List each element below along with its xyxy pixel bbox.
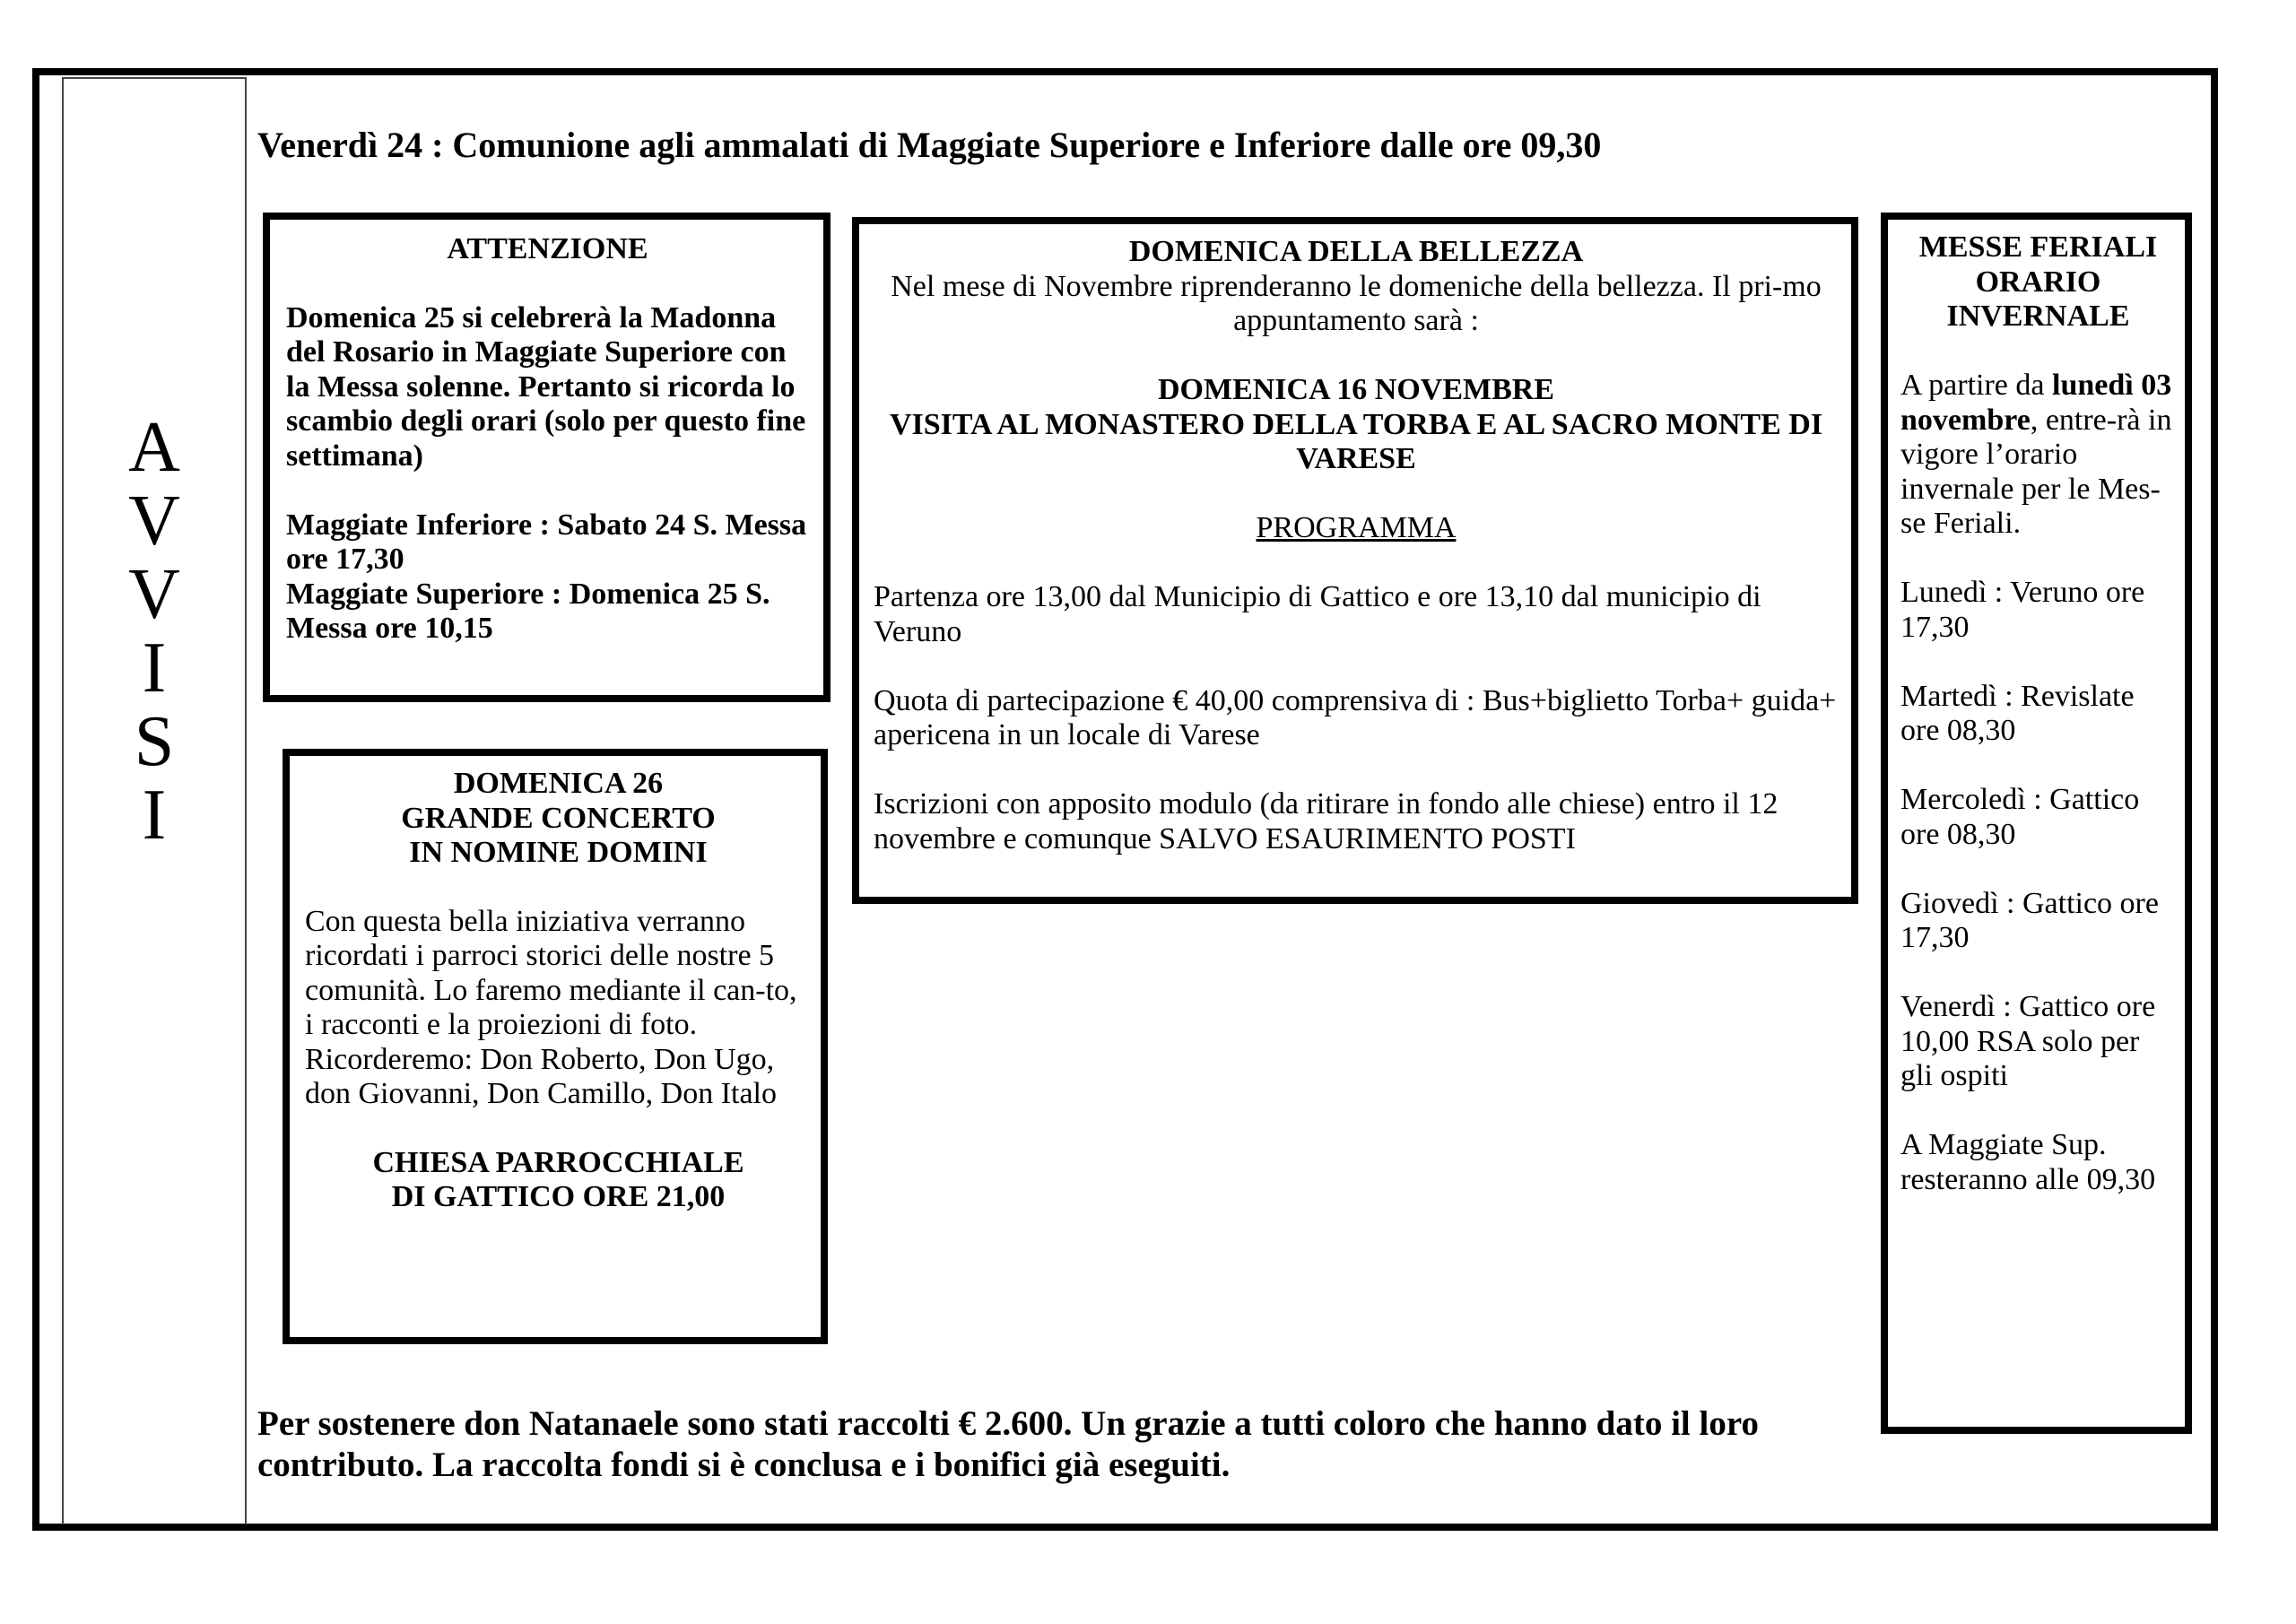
- concerto-title: [305, 767, 812, 871]
- avvisi-letter: I: [142, 776, 167, 855]
- messe-day-tuesday: Martedì : Revislate ore 08,30: [1900, 679, 2135, 747]
- concerto-place-line: DI GATTICO ORE 21,00: [391, 1180, 726, 1213]
- avvisi-letter: A: [128, 408, 180, 487]
- bellezza-box: [852, 217, 1858, 904]
- messe-title-line: ORARIO: [1975, 265, 2101, 299]
- avvisi-letter: S: [134, 702, 175, 781]
- messe-intro-date: lunedì 03 novembre: [1900, 369, 2172, 437]
- concerto-title-line: IN NOMINE DOMINI: [409, 836, 708, 869]
- messe-day-monday: Lunedì : Veruno ore 17,30: [1900, 576, 2145, 644]
- concerto-title-line: GRANDE CONCERTO: [401, 801, 716, 835]
- concerto-title-line: DOMENICA 26: [453, 767, 664, 800]
- concerto-body: Con questa bella iniziativa verranno ricordati i parroci storici delle nostre 5 comunità. Lo faremo mediante il can-to, i racconti e la proiezioni di foto. Ricorderemo: Don Roberto, Don Ugo, don Giovanni, Don Camillo, Don Italo: [305, 904, 797, 1110]
- footer-notice: Per sostenere don Natanaele sono stati raccolti € 2.600. Un grazie a tutti coloro che hanno dato il loro contributo. La raccolta fondi si è conclusa e i bonifici già eseguiti.: [257, 1404, 1759, 1484]
- bellezza-detail-departure: Partenza ore 13,00 dal Municipio di Gattico e ore 13,10 dal municipio di Veruno: [874, 580, 1761, 648]
- concerto-place: [305, 1146, 812, 1215]
- messe-title-line: MESSE FERIALI: [1918, 230, 2158, 264]
- bellezza-intro: Nel mese di Novembre riprenderanno le domeniche della bellezza. Il pri-mo appuntamento sarà :: [891, 269, 1822, 337]
- messe-intro-post: , entre-rà in vigore l’orario invernale per le Mes-se Feriali.: [1900, 403, 2172, 540]
- bellezza-program-label: PROGRAMMA: [1256, 511, 1457, 544]
- messe-intro-pre: A partire da: [1900, 369, 2052, 402]
- messe-intro: [1900, 369, 2176, 542]
- messe-title-line: INVERNALE: [1946, 300, 2130, 333]
- sidebar-column: [62, 77, 247, 1524]
- bellezza-detail-signup: Iscrizioni con apposito modulo (da ritirare in fondo alle chiese) entro il 12 novembre e comunque SALVO ESAURIMENTO POSTI: [874, 787, 1779, 855]
- attenzione-box: [263, 213, 831, 702]
- messe-feriali-box: [1881, 213, 2192, 1434]
- headline-notice: Venerdì 24 : Comunione agli ammalati di Maggiate Superiore e Inferiore dalle ore 09,30: [257, 125, 1602, 165]
- bellezza-detail-fee: Quota di partecipazione € 40,00 comprensiva di : Bus+biglietto Torba+ guida+ apericena in un locale di Varese: [874, 683, 1837, 751]
- avvisi-letter: I: [142, 629, 167, 708]
- concerto-box: [283, 749, 828, 1344]
- avvisi-vertical-title: [64, 408, 245, 855]
- bellezza-event-date: DOMENICA 16 NOVEMBRE: [1157, 373, 1555, 406]
- bellezza-event-title: VISITA AL MONASTERO DELLA TORBA E AL SACRO MONTE DI VARESE: [889, 407, 1823, 475]
- messe-title: [1900, 230, 2176, 334]
- messe-day-wednesday: Mercoledì : Gattico ore 08,30: [1900, 783, 2140, 851]
- avvisi-letter: V: [128, 482, 180, 560]
- messe-maggiate-note: A Maggiate Sup. resteranno alle 09,30: [1900, 1128, 2156, 1196]
- attenzione-schedule-superiore: Maggiate Superiore : Domenica 25 S. Messa ore 10,15: [286, 577, 770, 645]
- avvisi-letter: V: [128, 555, 180, 634]
- bellezza-title: DOMENICA DELLA BELLEZZA: [1128, 235, 1584, 268]
- attenzione-title: ATTENZIONE: [447, 232, 648, 265]
- attenzione-schedule-inferiore: Maggiate Inferiore : Sabato 24 S. Messa ore 17,30: [286, 508, 807, 576]
- concerto-place-line: CHIESA PARROCCHIALE: [372, 1145, 744, 1179]
- messe-day-friday: Venerdì : Gattico ore 10,00 RSA solo per gli ospiti: [1900, 990, 2156, 1092]
- attenzione-paragraph: Domenica 25 si celebrerà la Madonna del Rosario in Maggiate Superiore con la Messa solenne. Pertanto si ricorda lo scambio degli orari (solo per questo fine settimana): [286, 300, 806, 473]
- messe-day-thursday: Giovedì : Gattico ore 17,30: [1900, 886, 2159, 954]
